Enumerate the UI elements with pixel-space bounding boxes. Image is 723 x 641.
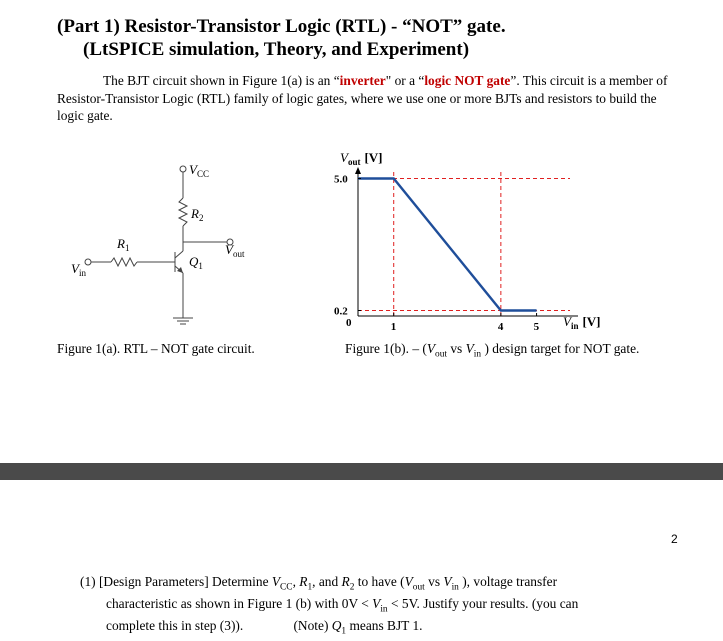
vcc-terminal bbox=[180, 166, 186, 172]
vcc-label: $V_{CC}$ bbox=[189, 162, 209, 179]
inverter-term: inverter bbox=[339, 73, 386, 88]
x-tick-label-0: 0 bbox=[346, 317, 352, 329]
vin-label: $V_{in}$ bbox=[71, 261, 86, 278]
r1-label: $R_1$ bbox=[117, 236, 130, 253]
intro-text-2: " or a “ bbox=[385, 73, 425, 88]
question-1: (1) [Design Parameters] Determine $V_{CC}$, $R_1$, and $R_2$ to have ($V_{out}$ vs $V_{in}$ ), voltage transfer characteristic as shown in Figure 1 (b) with $0V < V_{in} < 5V$. Justify your results. (you can complete this in step (3)). (Note) $Q_1$ means BJT 1. bbox=[80, 574, 579, 638]
r2-resistor bbox=[179, 198, 187, 226]
chart-xlabel: $V_{in}$ [V] bbox=[563, 314, 601, 331]
y-tick-label-0.2: 0.2 bbox=[334, 305, 348, 318]
vout-label: $V_{out}$ bbox=[225, 242, 245, 259]
page-title bbox=[57, 15, 506, 61]
figure-1b-caption: Figure 1(b). – ($V_{out}$ vs $V_{in}$ ) design target for NOT gate. bbox=[345, 341, 640, 360]
figure-1a-caption: Figure 1(a). RTL – NOT gate circuit. bbox=[57, 341, 255, 356]
page-number: 2 bbox=[671, 532, 678, 546]
y-axis-arrow bbox=[355, 167, 361, 174]
logic-not-gate-term: logic NOT gate bbox=[424, 73, 511, 88]
intro-text-3: ”. This circuit is a member of Resistor-Transistor Logic (RTL) family of logic gates, where we use one or more BJTs and resistors to build the logic gate. bbox=[57, 73, 668, 123]
chart-ylabel: $V_{out}$ [V] bbox=[340, 150, 383, 167]
page-2 bbox=[0, 480, 723, 637]
vtc-series-line bbox=[358, 179, 537, 311]
r1-resistor bbox=[111, 258, 137, 266]
title-line-1: (Part 1) Resistor-Transistor Logic (RTL) - “NOT” gate. bbox=[57, 16, 506, 37]
x-tick-label-4: 4 bbox=[497, 321, 504, 333]
rtl-not-gate-circuit bbox=[65, 158, 255, 333]
intro-paragraph bbox=[57, 72, 669, 125]
q1-label: $Q_1$ bbox=[189, 254, 203, 271]
x-tick-label-5: 5 bbox=[533, 321, 540, 333]
page-divider bbox=[0, 463, 723, 480]
x-tick-label-1: 1 bbox=[390, 321, 397, 333]
intro-text-1: The BJT circuit shown in Figure 1(a) is an “ bbox=[103, 73, 340, 88]
vtc-chart bbox=[320, 140, 620, 340]
vin-terminal bbox=[85, 259, 91, 265]
title-line-2: (LtSPICE simulation, Theory, and Experiment) bbox=[83, 39, 470, 60]
y-tick-label-5.0: 5.0 bbox=[334, 173, 348, 186]
r2-label: $R_2$ bbox=[191, 206, 204, 223]
